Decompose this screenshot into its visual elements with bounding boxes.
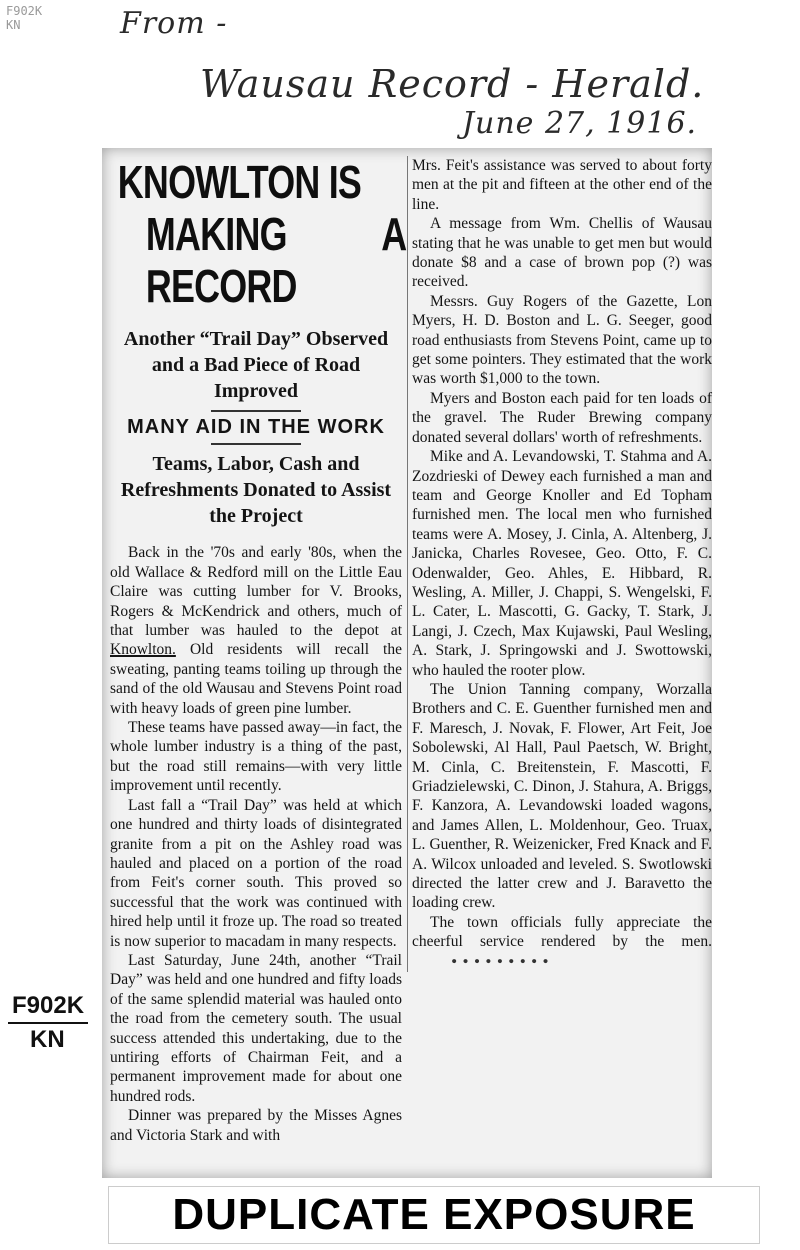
paragraph-5: Dinner was prepared by the Misses Agnes and Victoria Stark and with (110, 1107, 402, 1144)
left-column (110, 156, 407, 1145)
paragraph-4: Last Saturday, June 24th, another “Trail Day” was held and one hundred and fifty loads of the same splendid material was hauled onto the road from the cemetery south. The usual success attended this undertaking, due to the untiring efforts of Chairman Feit, and a permanent improvement made for about one hundred rods. (110, 951, 402, 1105)
corner-label-line2: KN (6, 18, 21, 32)
paragraph-3: Last fall a “Trail Day” was held at which one hundred and thirty loads of disintegrated granite from a pit on the Ashley road was hauled and placed on a portion of the road from Feit's corner south. This proved so successful that the work was continued with hired help until it froze up. The road so treated is now superior to macadam in many respects. (110, 796, 402, 950)
headline-line2: MAKING A RECORD (145, 208, 407, 312)
divider-rule (211, 443, 301, 445)
headline-line1: KNOWLTON IS (117, 156, 362, 208)
right-column (407, 156, 712, 972)
catalog-stamp (8, 990, 108, 1056)
corner-label-line1: F902K (6, 4, 43, 18)
crossline-heading: MANY AID IN THE WORK (127, 416, 385, 438)
paragraph-1: Back in the '70s and early '80s, when the old Wallace & Redford mill on the Little Eau Claire was cutting lumber for V. Brooks, Rogers & McKendrick and others, much of that lumber was hauled to the depot at Knowlton. Old residents will recall the sweating, panting teams toiling up through the sand of the old Wausau and Stevens Point road with heavy loads of green pine lumber. (110, 544, 402, 717)
headline (110, 156, 406, 312)
stamp-line1: F902K (8, 990, 88, 1024)
handwritten-from: From - (120, 6, 228, 41)
divider-rule (211, 410, 301, 412)
closing-ornament: ∙∙∙∙∙∙∙∙∙ (450, 953, 553, 970)
paragraph-r5: Mike and A. Levandowski, T. Stahma and A. Zozdrieski of Dewey each furnished a man and team and George Knoller and Ed Topham furnished men. The local men who furnished teams were A. Mosey, J. Cinla, A. Altenberg, J. Janicka, Charles Rovesee, Geo. Otto, F. C. Odenwalder, Geo. Ahles, E. Hibbard, R. Wesling, A. Miller, J. Chappi, S. Wengelski, F. L. Cater, L. Mascotti, G. Gacky, T. Stark, J. Langi, J. Czech, Max Kujawski, Paul Wesling, A. Stark, J. Springowski and J. Swottowski, who hauled the rooter plow. (412, 448, 712, 679)
subhead-deck-2: Teams, Labor, Cash and Refreshments Donated to Assist the Project (120, 453, 392, 528)
paragraph-r1: Mrs. Feit's assistance was served to about forty men at the pit and fifteen at the other end of the line. (412, 157, 712, 213)
paragraph-r3: Messrs. Guy Rogers of the Gazette, Lon Myers, H. D. Boston and L. G. Seeger, good road enthusiasts from Stevens Point, came up to get some pointers. They estimated that the work was worth $1,000 to the town. (412, 292, 712, 388)
paragraph-r2: A message from Wm. Chellis of Wausau stating that he was unable to get men but would donate $8 and a case of brown pop (?) was received. (412, 215, 712, 291)
subhead-deck-1: Another “Trail Day” Observed and a Bad Piece of Road Improved (123, 328, 389, 402)
paragraph-r6: The Union Tanning company, Worzalla Brothers and C. E. Guenther furnished men and F. Maresch, J. Novak, F. Flower, Art Feit, Joe Sobolewski, Al Hall, Paul Paetsch, W. Bright, M. Cinla, C. Breitenstein, F. Mascotti, F. Griadzielewski, C. Dinon, J. Stahura, A. Briggs, F. Kanzora, A. Levandowski loaded wagons, and James Allen, L. Moldenhour, Geo. Truax, L. Guenther, R. Weizenicker, Fred Knack and F. A. Wilcox unloaded and leveled. S. Swotlowski directed the latter crew and J. Baravetto the loading crew. (412, 680, 712, 912)
paragraph-2: These teams have passed away—in fact, the whole lumber industry is a thing of the past, but the road still remains—with very little improvement until recently. (110, 719, 402, 795)
handwritten-source: Wausau Record - Herald. (200, 62, 705, 106)
newspaper-clipping (102, 148, 712, 1178)
stamp-line2: KN (30, 1026, 65, 1053)
duplicate-exposure-banner: DUPLICATE EXPOSURE (108, 1186, 760, 1244)
handwritten-date: June 27, 1916. (462, 106, 698, 141)
paragraph-r4: Myers and Boston each paid for ten loads of the gravel. The Ruder Brewing company donated several dollars' worth of refreshments. (412, 389, 712, 446)
underlined-word: Knowlton. (110, 641, 176, 659)
paragraph-r7: The town officials fully appreciate the cheerful service rendered by the men.∙∙∙∙∙∙∙∙∙ (412, 913, 712, 972)
corner-label (6, 4, 42, 32)
